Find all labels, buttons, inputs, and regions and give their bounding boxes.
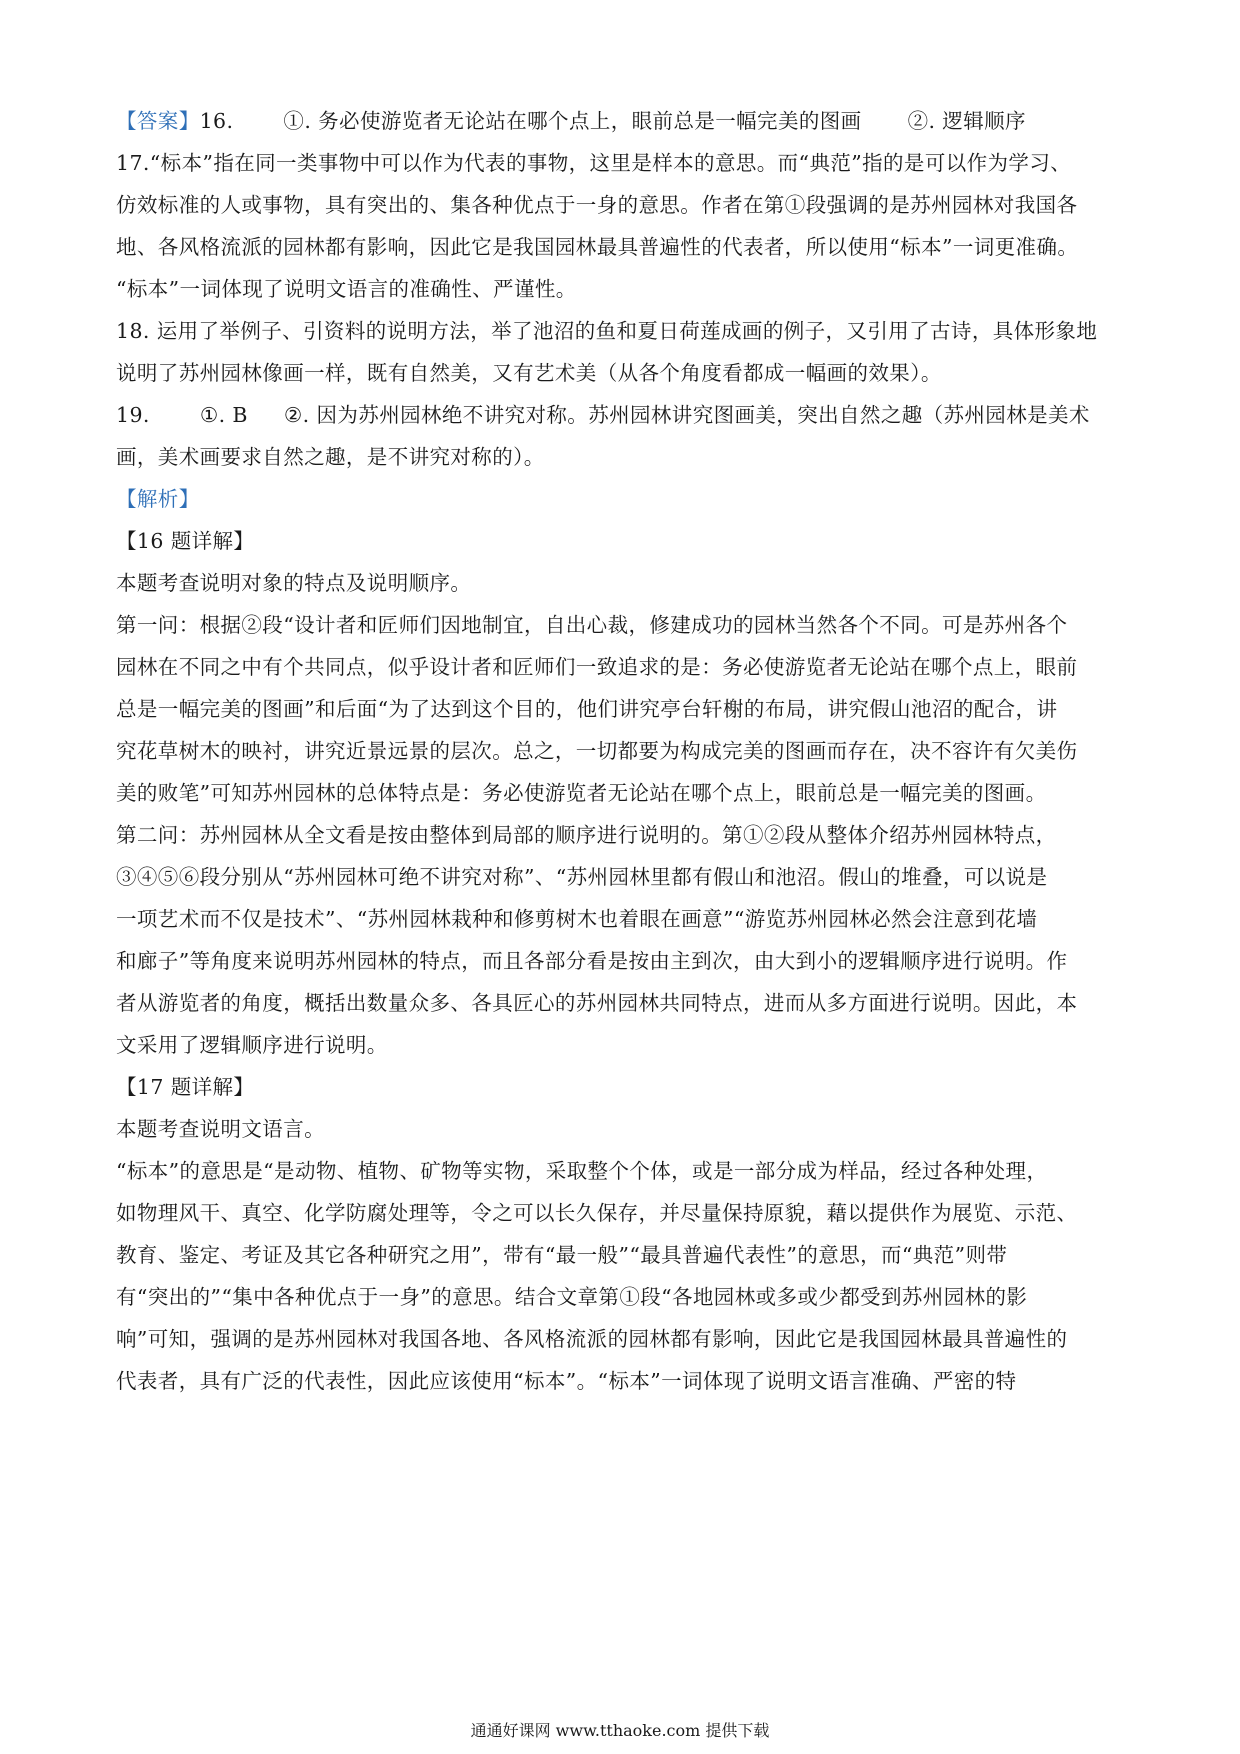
q16-detail-line: 园林在不同之中有个共同点，似乎设计者和匠师们一致追求的是：务必使游览者无论站在哪个点上，眼前	[116, 655, 1078, 679]
q16-detail-heading: 【16 题详解】	[116, 529, 255, 553]
q17-detail-line: 如物理风干、真空、化学防腐处理等，令之可以长久保存，并尽量保持原貌，藉以提供作为展览、示范、	[116, 1201, 1078, 1225]
q17-detail-line: “标本”的意思是“是动物、植物、矿物等实物，采取整个个体，或是一部分成为样品，经过各种处理，	[116, 1159, 1048, 1183]
q16-detail-line: 第一问：根据②段“设计者和匠师们因地制宜，自出心裁，修建成功的园林当然各个不同。可是苏州各个	[116, 613, 1068, 637]
q17-detail-line: 教育、鉴定、考证及其它各种研究之用”，带有“最一般”“最具普遍代表性”的意思，而“典范”则带	[116, 1243, 1008, 1267]
q16-detail-line: 文采用了逻辑顺序进行说明。	[116, 1033, 388, 1057]
q16-detail-line: 一项艺术而不仅是技术”、“苏州园林栽种和修剪树木也着眼在画意”“游览苏州园林必然会注意到花墙	[116, 907, 1038, 931]
q17-detail-intro: 本题考查说明文语言。	[116, 1117, 325, 1141]
q16-detail-line: 总是一幅完美的图画”和后面“为了达到这个目的，他们讲究亭台轩榭的布局，讲究假山池沼的配合，讲	[116, 697, 1058, 721]
q19-answer-2: ②. 因为苏州园林绝不讲究对称。苏州园林讲究图画美，突出自然之趣（苏州园林是美术	[283, 403, 1090, 427]
q17-answer-line: 地、各风格流派的园林都有影响，因此它是我国园林最具普遍性的代表者，所以使用“标本”一词更准确。	[116, 235, 1079, 259]
document-body	[116, 100, 1128, 1402]
q16-detail-line: ③④⑤⑥段分别从“苏州园林可绝不讲究对称”、“苏州园林里都有假山和池沼。假山的堆叠，可以说是	[116, 865, 1048, 889]
q16-detail-line: 美的败笔”可知苏州园林的总体特点是：务必使游览者无论站在哪个点上，眼前总是一幅完美的图画。	[116, 781, 1047, 805]
q16-detail-line: 和廊子”等角度来说明苏州园林的特点，而且各部分看是按由主到次，由大到小的逻辑顺序进行说明。作	[116, 949, 1068, 973]
q16-detail-line: 第二问：苏州园林从全文看是按由整体到局部的顺序进行说明的。第①②段从整体介绍苏州园林特点，	[116, 823, 1057, 847]
q17-detail-line: 代表者，具有广泛的代表性，因此应该使用“标本”。“标本”一词体现了说明文语言准确、严密的特	[116, 1369, 1017, 1393]
q17-detail-line: 响”可知，强调的是苏州园林对我国各地、各风格流派的园林都有影响，因此它是我国园林最具普遍性的	[116, 1327, 1068, 1351]
q16-detail-line: 者从游览者的角度，概括出数量众多、各具匠心的苏州园林共同特点，进而从多方面进行说明。因此，本	[116, 991, 1078, 1015]
answer-q16-line	[116, 100, 1128, 142]
q16-answer-2: ②. 逻辑顺序	[907, 109, 1026, 133]
q18-answer-line: 说明了苏州园林像画一样，既有自然美，又有艺术美（从各个角度看都成一幅画的效果）。	[116, 361, 942, 385]
answer-tag: 【答案】	[116, 109, 200, 133]
q16-detail-line: 究花草树木的映衬，讲究近景远景的层次。总之，一切都要为构成完美的图画而存在，决不容许有欠美伤	[116, 739, 1078, 763]
q16-answer-1: ①. 务必使游览者无论站在哪个点上，眼前总是一幅完美的图画	[283, 109, 862, 133]
q17-answer-line: “标本”一词体现了说明文语言的准确性、严谨性。	[116, 277, 577, 301]
q18-answer-line: 18. 运用了举例子、引资料的说明方法，举了池沼的鱼和夏日荷莲成画的例子，又引用了古诗，具体形象地	[116, 319, 1098, 343]
q19-number: 19.	[116, 403, 150, 427]
q16-detail-intro: 本题考查说明对象的特点及说明顺序。	[116, 571, 472, 595]
q17-detail-heading: 【17 题详解】	[116, 1075, 255, 1099]
answer-q19-line	[116, 394, 1128, 436]
q19-answer-1: ①. B	[199, 403, 248, 427]
analysis-tag: 【解析】	[116, 487, 200, 511]
q17-detail-line: 有“突出的”“集中各种优点于一身”的意思。结合文章第①段“各地园林或多或少都受到苏州园林的影	[116, 1285, 1028, 1309]
q17-answer-line: 17.“标本”指在同一类事物中可以作为代表的事物，这里是样本的意思。而“典范”指的是可以作为学习、	[116, 151, 1072, 175]
q17-answer-line: 仿效标准的人或事物，具有突出的、集各种优点于一身的意思。作者在第①段强调的是苏州园林对我国各	[116, 193, 1078, 217]
footer-source: 通通好课网 www.tthaoke.com 提供下载	[470, 1721, 770, 1740]
q19-answer-line: 画，美术画要求自然之趣，是不讲究对称的）。	[116, 445, 545, 469]
q16-number: 16.	[199, 109, 234, 133]
